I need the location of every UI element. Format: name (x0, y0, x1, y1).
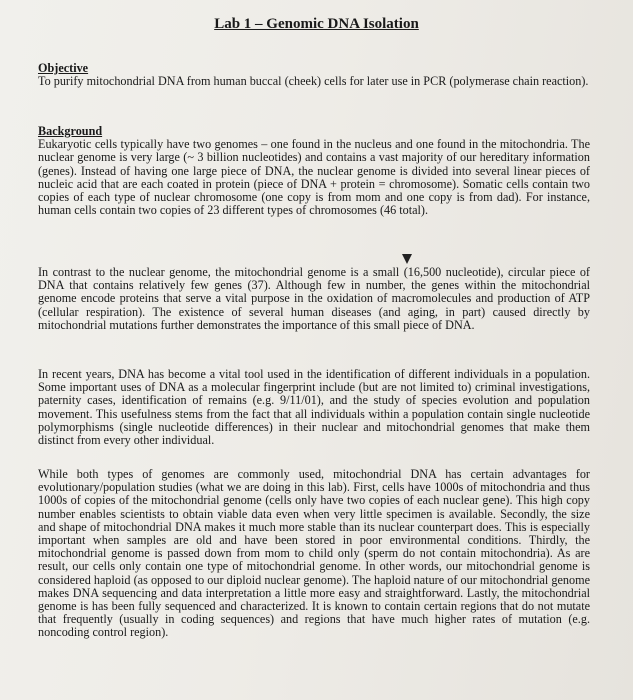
background-paragraph-1: Eukaryotic cells typically have two genomes – one found in the nucleus and one found in the mitochondria. The nuclear genome is very large (~ 3 billion nucleotides) and contains a vast majority of our hereditary information (genes). Instead of having one large piece of DNA, the nuclear genome is divided into several linear pieces of nucleic acid that are each coated in protein (piece of DNA + protein = chromosome). Somatic cells contain two copies of each type of nuclear chromosome (one copy is from mom and one copy is from dad). For instance, human cells contain two copies of 23 different types of chromosomes (46 total). (38, 137, 590, 218)
objective-heading: Objective (38, 61, 89, 75)
page-title-text: Lab 1 – Genomic DNA Isolation (214, 16, 419, 32)
background-paragraph-3-block (38, 368, 590, 447)
page-title (0, 16, 633, 33)
objective-text: To purify mitochondrial DNA from human buccal (cheek) cells for later use in PCR (polymerase chain reaction). (38, 74, 589, 89)
background-paragraph-2: In contrast to the nuclear genome, the mitochondrial genome is a small (16,500 nucleotide), circular piece of DNA that contains relatively few genes (37). Although few in number, the genes within the mitochondrial genome encode proteins that serve a vital purpose in the oxidation of macromolecules and production of ATP (cellular respiration). The existence of several human diseases (and aging, in part) caused directly by mitochondrial mutations further demonstrates the importance of this small piece of DNA. (38, 265, 590, 332)
mouse-cursor-icon (402, 254, 412, 264)
background-paragraph-4-block (38, 468, 590, 640)
background-heading: Background (38, 124, 103, 138)
background-paragraph-4: While both types of genomes are commonly used, mitochondrial DNA has certain advantages for evolutionary/population studies (what we are doing in this lab). First, cells have 1000s of mitochondria and thus 1000s of copies of the mitochondrial genome (cells only have two copies of each nuclear gene). This high copy number enables scientists to obtain viable data even when very little specimen is available. Secondly, the size and shape of mitochondrial DNA makes it much more stable than its nuclear counterpart does. This is especially important when samples are old and have been stored in poor environmental conditions. Thirdly, the mitochondrial genome is passed down from mom to child only (sperm do not contain mitochondria). As are result, our cells only contain one type of mitochondrial genome. In other words, our mitochondrial genome is considered haploid (as opposed to our diploid nuclear genome). The haploid nature of our mitochondrial genome makes DNA sequencing and data interpretation a little more easy and straightforward. Lastly, the mitochondrial genome is has been fully sequenced and characterized. It is known to contain certain regions that do not mutate that frequently (usually in coding sequences) and regions that have much higher rates of mutation (e.g. noncoding control region). (38, 467, 590, 640)
background-section (38, 125, 590, 217)
background-paragraph-2-block (38, 266, 590, 332)
background-paragraph-3: In recent years, DNA has become a vital tool used in the identification of different individuals in a population. Some important uses of DNA as a molecular fingerprint include (but are not limited to) criminal investigations, paternity cases, identification of remains (e.g. 9/11/01), and the study of species evolution and population movement. This usefulness stems from the fact that all individuals within a population contain single nucleotide polymorphisms (single nucleotide differences) in their nuclear and mitochondrial genomes that make them distinct from every other individual. (38, 367, 590, 448)
objective-section (38, 62, 590, 88)
